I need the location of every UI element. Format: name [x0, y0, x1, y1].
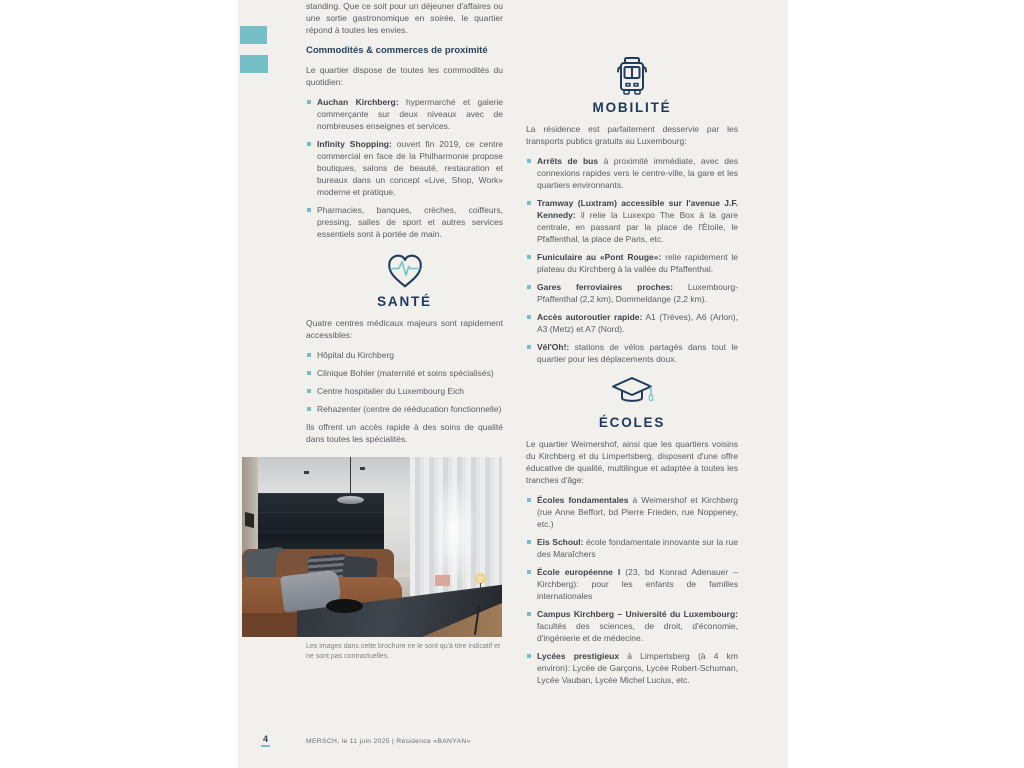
- photo-pendant-shade: [337, 496, 364, 504]
- photo-wall-lamp: [245, 512, 254, 528]
- sante-heading: SANTÉ: [377, 294, 432, 309]
- bullet-marker: [307, 371, 311, 375]
- bullet-lead: Lycées prestigieux: [537, 651, 620, 661]
- bullet-text: facultés des sciences, de droit, d'économie, d'ingénierie et de médecine.: [537, 621, 738, 643]
- mobilite-intro: La résidence est parfaitement desservie par les transports publics gratuits au Luxembourg:: [526, 124, 738, 146]
- bullet-text: Centre hospitalier du Luxembourg Eich: [317, 386, 464, 396]
- list-item: [306, 349, 503, 361]
- bullet-text: à Limpertsberg (à 4 km environ): Lycée de Garçons, Lycée Robert-Schuman, Lycée Vauban, Lycée Michel Lucius, etc.: [537, 651, 738, 685]
- bullet-text: A1 (Trèves), A6 (Arlon), A3 (Metz) et A7 (Nord).: [537, 312, 738, 334]
- bullet-lead: Tramway (Luxtram) accessible sur l'avenue J.F. Kennedy:: [537, 198, 738, 220]
- bullet-text: école fondamentale innovante sur la rue des Maraîchers: [537, 537, 738, 559]
- photo-decor-box: [435, 575, 450, 586]
- bullet-lead: Funiculaire au «Pont Rouge»:: [537, 252, 662, 262]
- list-item: [526, 566, 738, 602]
- list-item: [526, 251, 738, 275]
- graduation-cap-icon: [609, 373, 655, 413]
- commodites-heading: Commodités & commerces de proximité: [306, 45, 488, 56]
- photo-caption: Les images dans cette brochure ne le sont qu'à titre indicatif et ne sont pas contractuelles.: [306, 643, 500, 660]
- mobilite-heading: MOBILITÉ: [592, 100, 672, 115]
- mobilite-icon-wrap: [526, 54, 738, 98]
- page-number: 4: [261, 734, 270, 747]
- bullet-text: (23, bd Konrad Adenauer – Kirchberg): pour les enfants de familles internationales: [537, 567, 738, 601]
- bullet-text: Rehazenter (centre de rééducation fonctionnelle): [317, 404, 502, 414]
- list-item: [526, 311, 738, 335]
- bullet-text: à Weimershof et Kirchberg (rue Anne Beffort, bd Pierre Frieden, rue Noppeney, etc.): [537, 495, 738, 529]
- bullet-marker: [527, 159, 531, 163]
- bullet-text: relie rapidement le plateau du Kirchberg à la vallée du Pfaffenthal.: [537, 252, 738, 274]
- bullet-marker: [307, 353, 311, 357]
- sante-icon-wrap: [306, 248, 503, 292]
- bullet-marker: [527, 540, 531, 544]
- list-item: [306, 204, 503, 240]
- photo-bowl: [326, 599, 363, 613]
- ecoles-heading: ÉCOLES: [598, 415, 666, 430]
- bullet-marker: [527, 345, 531, 349]
- bullet-marker: [307, 208, 311, 212]
- interior-photo: [242, 457, 502, 637]
- photo-ceiling-spot: [360, 467, 365, 470]
- list-item: [526, 536, 738, 560]
- bullet-lead: Auchan Kirchberg:: [317, 97, 399, 107]
- sante-outro: Ils offrent un accès rapide à des soins de qualité dans toutes les spécialités.: [306, 422, 503, 444]
- list-item: [526, 155, 738, 191]
- bullet-lead: Infinity Shopping:: [317, 139, 392, 149]
- bullet-lead: Eis Schoul:: [537, 537, 584, 547]
- list-item: [526, 281, 738, 305]
- bullet-marker: [307, 100, 311, 104]
- accent-square-bottom: [240, 55, 268, 73]
- bullet-text: ouvert fin 2019, ce centre commercial en face de la Philharmonie propose boutiques, salons de beauté, restauration et bureaux dans un concept «Live, Shop, Work» moderne et pratique.: [317, 139, 504, 197]
- list-item: [526, 494, 738, 530]
- list-item: [526, 650, 738, 686]
- bus-icon: [610, 54, 654, 98]
- bullet-text: il relie la Luxexpo The Box à la gare centrale, en passant par la place de l'Étoile, le Pfaffenthal, la place de Paris, etc.: [537, 210, 738, 244]
- footer-text: MERSCH, le 11 juin 2025 | Résidence «BANYAN»: [306, 738, 471, 745]
- bullet-lead: Gares ferroviaires proches:: [537, 282, 674, 292]
- photo-window-light: [432, 475, 476, 587]
- bullet-lead: Vél'Oh!:: [537, 342, 570, 352]
- bullet-lead: École européenne I: [537, 567, 621, 577]
- bullet-lead: Arrêts de bus: [537, 156, 599, 166]
- bullet-marker: [307, 407, 311, 411]
- accent-square-top: [240, 26, 267, 44]
- photo-ceiling-spot: [304, 471, 309, 474]
- list-item: [306, 138, 503, 198]
- bullet-text: Clinique Bohler (maternité et soins spécialisés): [317, 368, 494, 378]
- heart-pulse-icon: [382, 248, 428, 292]
- bullet-marker: [527, 255, 531, 259]
- bullet-lead: Campus Kirchberg – Université du Luxembourg:: [537, 609, 738, 619]
- bullet-marker: [307, 389, 311, 393]
- bullet-text: Hôpital du Kirchberg: [317, 350, 395, 360]
- bullet-marker: [527, 285, 531, 289]
- bullet-text: Luxembourg-Pfaffenthal (2,2 km), Dommeldange (2,2 km).: [537, 282, 738, 304]
- left-column: [306, 0, 503, 669]
- bullet-marker: [527, 201, 531, 205]
- bullet-marker: [527, 570, 531, 574]
- list-item: [306, 367, 503, 379]
- bullet-text: stations de vélos partagés dans tout le quartier pour les déplacements doux.: [537, 342, 738, 364]
- ecoles-intro: Le quartier Weimershof, ainsi que les quartiers voisins du Kirchberg et du Limpertsberg, disposent d'une offre éducative de qualité, multilingue et adaptée à toutes les tranches d'âge:: [526, 439, 738, 485]
- ecoles-icon-wrap: [526, 373, 738, 413]
- bullet-text: à proximité immédiate, avec des connexions rapides vers le centre-ville, la gare et les quartiers environnants.: [537, 156, 739, 190]
- intro-paragraph: standing. Que ce soit pour un déjeuner d'affaires ou une sortie gastronomique en soirée, le quartier répond à toutes les envies.: [306, 1, 503, 35]
- commodites-intro: Le quartier dispose de toutes les commodités du quotidien:: [306, 65, 503, 87]
- sante-intro: Quatre centres médicaux majeurs sont rapidement accessibles:: [306, 318, 503, 340]
- list-item: [526, 608, 738, 644]
- photo-pendant-cord: [350, 457, 351, 497]
- list-item: [306, 96, 503, 132]
- bullet-lead: Écoles fondamentales: [537, 495, 629, 505]
- bullet-lead: Accès autoroutier rapide:: [537, 312, 643, 322]
- document-page: [238, 0, 788, 768]
- list-item: [306, 403, 503, 415]
- bullet-marker: [307, 142, 311, 146]
- list-item: [526, 341, 738, 365]
- list-item: [306, 385, 503, 397]
- bullet-marker: [527, 315, 531, 319]
- bullet-text: Pharmacies, banques, crèches, coiffeurs, pressing, salles de sport et autres services essentiels sont à portée de main.: [317, 205, 503, 239]
- bullet-text: hypermarché et galerie commerçante sur deux niveaux avec de nombreuses enseignes et services.: [317, 97, 503, 131]
- bullet-marker: [527, 654, 531, 658]
- bullet-marker: [527, 498, 531, 502]
- bullet-marker: [527, 612, 531, 616]
- list-item: [526, 197, 738, 245]
- right-column: [526, 0, 738, 692]
